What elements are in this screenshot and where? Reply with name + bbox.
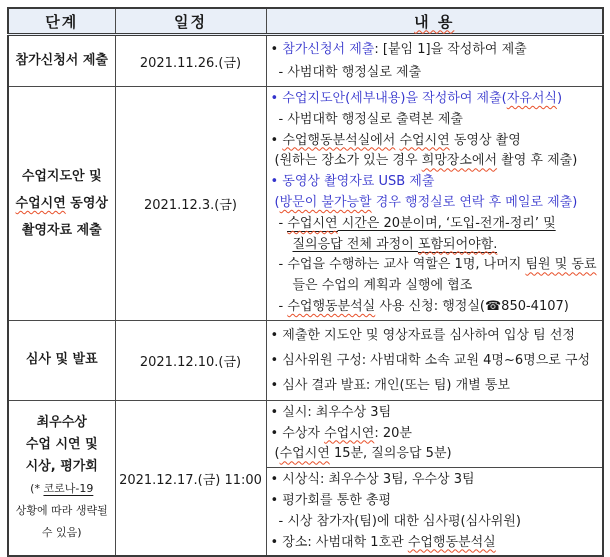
header-schedule <box>115 8 266 35</box>
text-line <box>271 297 600 318</box>
text-segment: • 평가회를 통한 총평 <box>270 492 392 508</box>
schedule-table <box>7 7 604 557</box>
text-line <box>271 424 600 445</box>
content-cell <box>266 35 603 87</box>
text-segment: - 시상 참가자(팀)에 대한 심사평(심사위원) <box>278 513 521 529</box>
text-segment: 촬영 후 제출) <box>497 153 578 169</box>
text-line <box>9 412 115 434</box>
text-line <box>9 48 115 74</box>
text-segment: • 실시: 최우수상 3팀 <box>270 404 392 420</box>
row-application <box>8 35 603 87</box>
date-cell <box>115 35 266 87</box>
text-line <box>271 172 600 193</box>
text-segment: 수업시연 <box>279 446 330 462</box>
text-line <box>271 491 600 512</box>
text-segment: 상황에 따라 생략될 <box>15 504 108 518</box>
date-cell <box>115 320 266 400</box>
text-line <box>271 110 600 131</box>
row-award-demo <box>8 400 603 467</box>
stage-cell <box>8 87 115 321</box>
text-segment: • 수상자 <box>270 425 325 441</box>
date-cell <box>115 400 266 556</box>
text-segment: • 시상식: 최우수상 3팀, 우수상 3팀 <box>270 472 475 488</box>
text-segment: 수업시연 <box>324 425 375 441</box>
text-line <box>271 89 600 110</box>
text-segment: 동영상 <box>65 195 108 211</box>
text-segment: 팀원 및 동료 <box>525 257 597 273</box>
text-segment: 경우 행정실로 연락 후 메일로 제출) <box>371 194 578 210</box>
text-line <box>271 38 600 61</box>
text-segment: - <box>278 298 288 314</box>
text-segment: 참가신청서 제출 <box>282 42 375 57</box>
text-segment: - 사범대학 행정실로 제출 <box>278 65 422 80</box>
text-segment: 시상, 평가회 <box>25 459 98 475</box>
text-segment: 수업시연 <box>399 132 450 148</box>
date-value: 2021.12.3.(금) <box>144 197 237 213</box>
text-segment: • 장소: 사범대학 1호관 <box>270 534 408 550</box>
text-segment: (원하는 장소가 있는 경우 <box>274 153 422 169</box>
text-line <box>9 434 115 456</box>
text-segment: • <box>270 132 283 148</box>
text-segment: 수업행동분석실에서 <box>282 132 396 148</box>
text-line <box>9 478 115 500</box>
text-line <box>271 348 600 373</box>
header-stage-label: 단계 <box>45 12 79 31</box>
stage-cell <box>8 35 115 87</box>
text-line <box>271 276 600 297</box>
text-segment: 수업 시연 및 <box>25 437 98 453</box>
text-line <box>271 373 600 398</box>
text-segment: 수업시연 <box>287 215 338 231</box>
text-line <box>9 347 115 373</box>
text-segment: 수업행동분석실 <box>407 534 496 550</box>
text-segment: - <box>278 215 288 231</box>
text-segment: : 20분 <box>374 425 412 441</box>
text-segment: 질의응답 전체 과정이 <box>292 236 418 252</box>
text-segment: ( <box>274 446 280 462</box>
text-line <box>9 217 115 244</box>
text-line <box>9 190 115 217</box>
text-segment: • 동영상 촬영자료 USB 제출 <box>270 174 435 190</box>
text-line <box>271 403 600 424</box>
text-segment: - 수업을 수행하는 교사 역할은 1명, 나머지 <box>278 257 526 273</box>
content-cell <box>266 87 603 321</box>
text-line <box>271 235 600 256</box>
schedule-table-wrapper <box>7 7 604 557</box>
header-stage <box>8 8 115 35</box>
text-segment: ( <box>274 194 280 210</box>
text-line <box>271 323 600 348</box>
content-cell <box>266 468 603 557</box>
date-value: 2021.12.17.(금) 11:00 <box>119 472 262 488</box>
text-segment: 참가신청서 제출 <box>15 53 108 68</box>
text-line <box>271 470 600 491</box>
text-line <box>9 456 115 478</box>
text-line <box>271 61 600 84</box>
text-segment: 포함되어야함. <box>417 236 498 252</box>
row-lesson-plan-video <box>8 87 603 321</box>
text-line <box>271 512 600 533</box>
date-value: 2021.11.26.(금) <box>139 55 242 71</box>
text-line <box>271 255 600 276</box>
content-cell <box>266 400 603 467</box>
date-cell <box>115 87 266 321</box>
text-segment: 15분, 질의응답 5분) <box>329 446 452 462</box>
text-segment: 수업행동분석실 <box>287 298 376 314</box>
text-segment: 사용 신청: 행정실(☎850-4107) <box>375 298 569 314</box>
text-line <box>271 533 600 554</box>
text-segment: (* <box>30 482 44 496</box>
text-line <box>9 522 115 544</box>
text-line <box>271 214 600 235</box>
text-segment: 방문이 불가능할 <box>279 194 372 210</box>
text-segment: 수업시연 <box>15 195 66 211</box>
text-line <box>9 163 115 190</box>
text-segment: 수 있음) <box>41 526 82 540</box>
header-content-label: 내 용 <box>414 12 455 31</box>
header-row <box>8 8 603 35</box>
text-segment: 심사 및 발표 <box>25 352 98 368</box>
text-segment: 촬영자료 제출 <box>21 222 102 238</box>
text-segment: 자유서식 <box>506 91 557 106</box>
text-segment: • 수업지도안(세부내용)을 작성하여 제출( <box>270 91 507 106</box>
text-segment: • 제출한 지도안 및 영상자료를 심사하여 입상 팀 선정 <box>270 327 575 343</box>
text-segment: 시간은 20분이며, ‘도입-전개-정리’ 및 <box>337 215 556 231</box>
text-segment: • 심사 결과 발표: 개인(또는 팀) 개별 통보 <box>270 377 510 393</box>
content-cell <box>266 320 603 400</box>
header-schedule-label: 일정 <box>174 12 207 31</box>
stage-cell <box>8 400 115 556</box>
text-segment: ) <box>556 91 563 106</box>
text-segment: 들은 수업의 계획과 실행에 협조 <box>292 278 473 294</box>
text-line <box>271 151 600 172</box>
text-line <box>9 500 115 522</box>
text-segment: • 심사위원 구성: 사범대학 소속 교원 4명~6명으로 구성 <box>270 352 591 368</box>
stage-cell <box>8 320 115 400</box>
header-content <box>266 8 603 35</box>
row-judging <box>8 320 603 400</box>
text-segment: : [붙임 1]을 작성하여 제출 <box>374 42 527 57</box>
text-segment: 코로나-19 <box>43 482 94 496</box>
text-segment: • <box>270 42 283 57</box>
text-segment: - 사범대학 행정실로 출력본 제출 <box>278 111 463 127</box>
text-segment: 최우수상 <box>36 415 87 431</box>
date-value: 2021.12.10.(금) <box>139 354 242 370</box>
text-segment: 수업지도안 및 <box>21 168 102 184</box>
text-segment: 희망장소에서 <box>421 153 498 169</box>
text-line <box>271 193 600 214</box>
text-segment: 동영상 촬영 <box>449 132 521 148</box>
text-line <box>271 131 600 152</box>
text-line <box>271 444 600 465</box>
